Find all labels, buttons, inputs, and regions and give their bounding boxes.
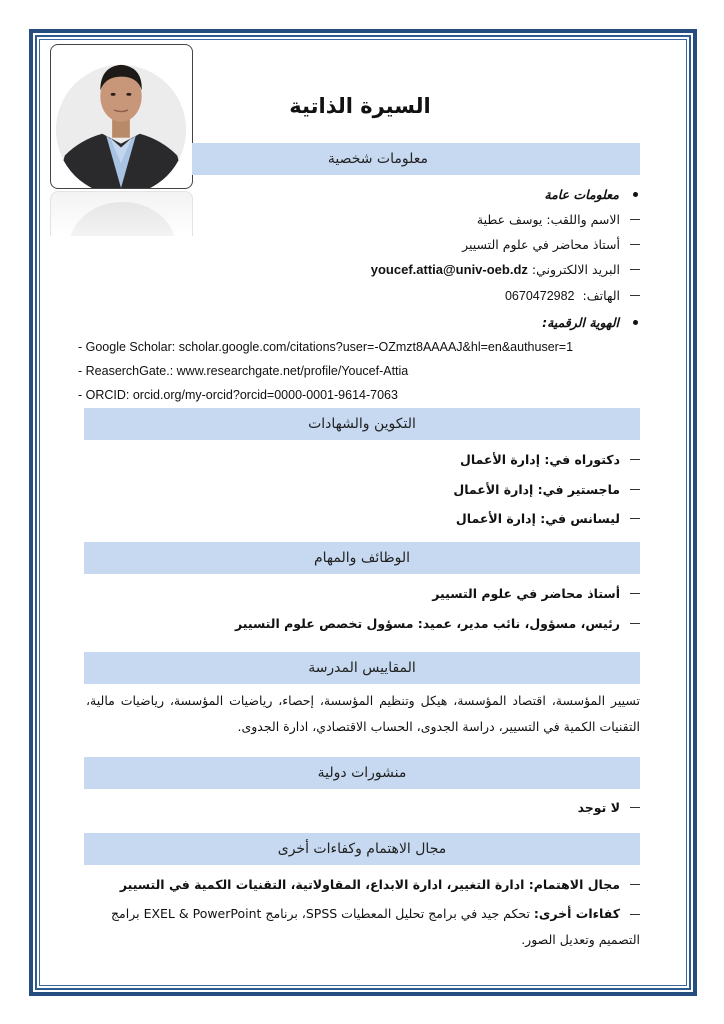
education-item-label: ماجستير في: إدارة الأعمال [453, 482, 620, 497]
job-item-label: رئيس، مسؤول، نائب مدير، عميد: مسؤول تخصص علوم التسيير [234, 616, 620, 631]
courses-paragraph: تسيير المؤسسة، اقتصاد المؤسسة، هيكل وتنظيم المؤسسة، إحصاء، رياضيات المؤسسة، رياضيات مالية، التقنيات الكمية في التسيير، دراسة الجدوى، الحساب الاقتصادي، ادارة الجدوى. [86, 693, 640, 734]
digital-identity-label: الهوية الرقمية: [542, 315, 619, 330]
dash-icon [630, 518, 640, 519]
section-header-courses [84, 652, 640, 684]
job-item [432, 586, 640, 601]
job-item [235, 616, 640, 631]
section-header-interests [84, 833, 640, 865]
researchgate-link[interactable]: - ReaserchGate.: www.researchgate.net/profile/Youcef-Attia [78, 364, 409, 378]
interests-row [120, 877, 640, 892]
publication-item-label: لا توجد [577, 800, 620, 815]
general-info-label: معلومات عامة [544, 187, 619, 202]
email-link[interactable]: youcef.attia@univ-oeb.dz [370, 262, 528, 277]
phone-value: 0670472982 [504, 288, 575, 303]
dash-icon [630, 489, 640, 490]
info-email-row [371, 262, 640, 277]
section-heading-education: التكوين والشهادات [308, 416, 416, 432]
info-position-row [462, 237, 640, 252]
digital-identity-heading [542, 315, 640, 330]
dash-icon [630, 884, 640, 885]
bullet-icon [633, 320, 638, 325]
photo-reflection-disc [69, 202, 176, 236]
skills-label: كفاءات أخرى: [533, 906, 620, 921]
skills-row [86, 901, 640, 953]
dash-icon [630, 244, 640, 245]
dash-icon [630, 219, 640, 220]
section-heading-personal: معلومات شخصية [327, 151, 428, 167]
general-info-heading [544, 187, 640, 202]
info-name-row [477, 212, 640, 227]
education-item-label: دكتوراه في: إدارة الأعمال [460, 452, 620, 467]
section-heading-jobs: الوظائف والمهام [313, 550, 411, 566]
phone-label: الهاتف: [582, 288, 620, 303]
job-item-label: أستاذ محاضر في علوم التسيير [432, 586, 620, 601]
dash-icon [630, 914, 640, 915]
section-heading-interests: مجال الاهتمام وكفاءات أخرى [277, 841, 447, 857]
email-label: البريد الالكتروني: [531, 262, 620, 277]
section-header-publications [84, 757, 640, 789]
interests-text: مجال الاهتمام: ادارة التغيير، ادارة الابداع، المقاولاتية، التقنيات الكمية في التسيير [119, 877, 620, 892]
dash-icon [630, 623, 640, 624]
education-item [453, 482, 640, 497]
education-item [456, 511, 640, 526]
section-heading-courses: المقاييس المدرسة [308, 660, 416, 676]
dash-icon [630, 295, 640, 296]
bullet-icon [633, 192, 638, 197]
person-portrait-icon [51, 45, 192, 188]
dash-icon [630, 459, 640, 460]
document-title: السيرة الذاتية [289, 94, 431, 118]
section-header-education [84, 408, 640, 440]
section-header-personal [192, 143, 640, 175]
education-item-label: ليسانس في: إدارة الأعمال [455, 511, 620, 526]
education-item [460, 452, 640, 467]
info-name: الاسم واللقب: يوسف عطية [476, 212, 620, 227]
orcid-link[interactable]: - ORCID: orcid.org/my-orcid?orcid=0000-0001-9614-7063 [78, 388, 398, 402]
google-scholar-link[interactable]: - Google Scholar: scholar.google.com/citations?user=-OZmzt8AAAAJ&hl=en&authuser=1 [78, 340, 574, 354]
section-header-jobs [84, 542, 640, 574]
dash-icon [630, 807, 640, 808]
info-phone-row [505, 288, 640, 303]
skills-text: تحكم جيد في برامج تحليل المعطيات SPSS، برنامج EXEL & PowerPoint برامج التصميم وتعديل الصور. [110, 906, 640, 947]
info-position: أستاذ محاضر في علوم التسيير [462, 237, 620, 252]
photo-reflection [50, 191, 193, 236]
publication-item [578, 800, 640, 815]
profile-photo [50, 44, 193, 189]
section-heading-publications: منشورات دولية [317, 765, 407, 781]
dash-icon [630, 593, 640, 594]
dash-icon [630, 269, 640, 270]
